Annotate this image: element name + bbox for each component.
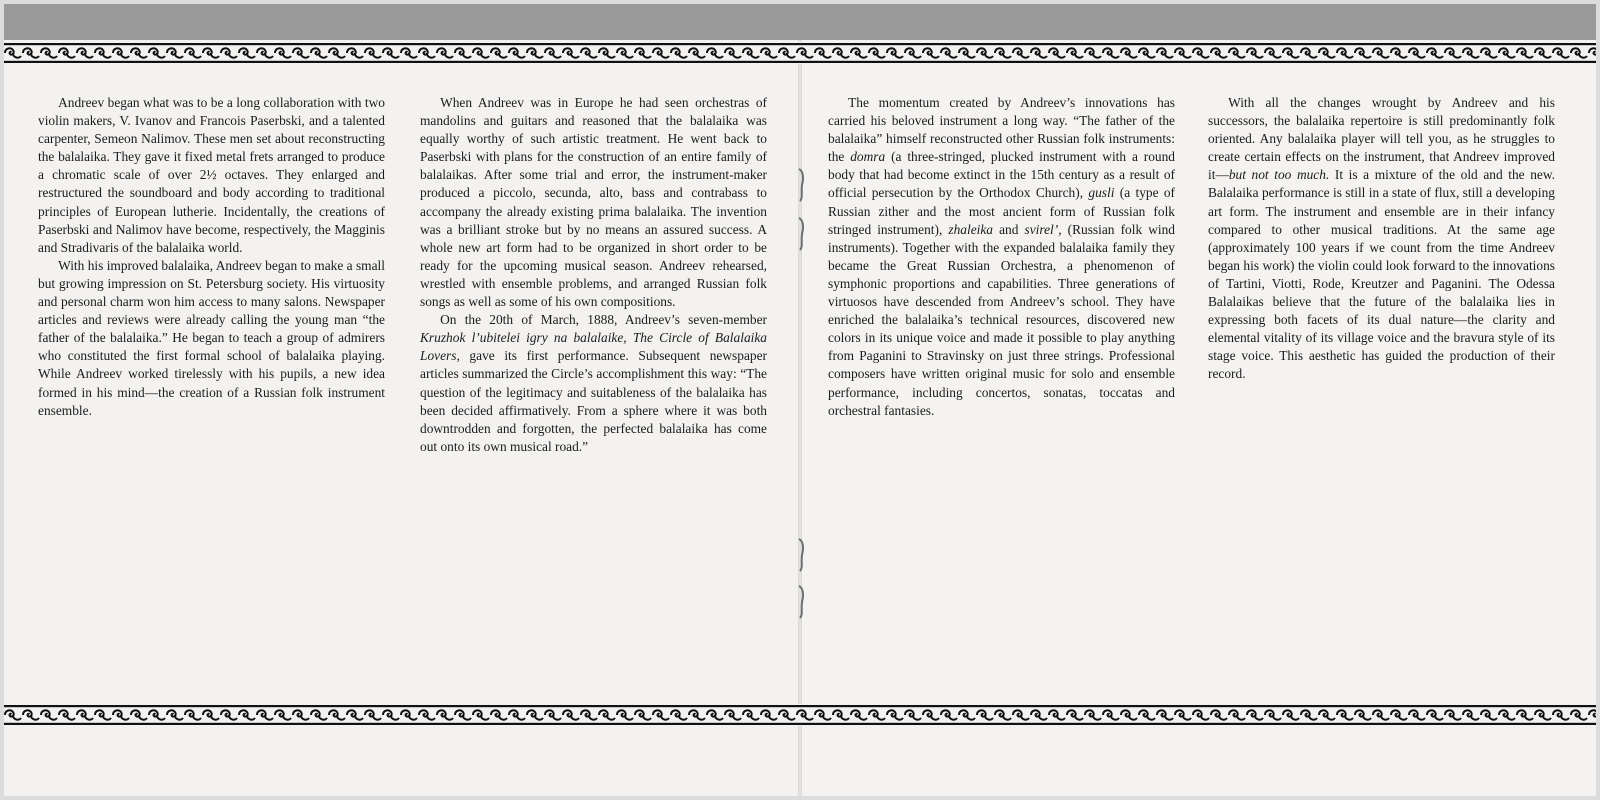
bottom-wave-border	[4, 704, 1596, 726]
text-run: The momentum created by Andreev’s innovations has carried his beloved instrument a long way. “The father of the balalaika” himself reconstructed other Russian folk instruments: the	[828, 95, 1175, 165]
paragraph	[420, 311, 767, 456]
ensemble-title: Kruzhok l’ubitelei igry na balalaike, The Circle of Balalaika Lovers,	[420, 330, 767, 364]
emphasis: but not too much.	[1228, 167, 1330, 183]
booklet-spread	[4, 4, 1596, 796]
text-run: (a type of Russian zither and the most ancient form of Russian folk stringed instrument),	[828, 185, 1175, 237]
text-run: gave its first performance. Subsequent newspaper articles summarized the Circle’s accomplishment this way: “The question of the legitimacy and suitableness of the balalaika has been decided affirmatively. From a sphere where it was both downtrodden and forgotten, the perfected balalaika has come out onto its own musical road.”	[420, 348, 767, 454]
term-domra: domra	[850, 149, 886, 165]
text-run: It is a mixture of the old and the new. Balalaika performance is still in a state of flux, still a developing art form. The instrument and ensemble are in their infancy compared to other musical traditions. At the same age (approximately 100 years if we count from the time Andreev began his work) the violin could look forward to the innovations of Tartini, Viotti, Rode, Kreutzer and Paganini. The Odessa Balalaikas believe that the future of the balalaika lies in expressing both facets of its dual nature—the clarity and elemental vitality of its village voice and the bravura style of its stage voice. This aesthetic has guided the production of their record.	[1208, 167, 1555, 382]
term-zhaleika: zhaleika	[948, 221, 993, 237]
term-svirel: svirel’,	[1024, 221, 1062, 237]
center-gutter	[798, 4, 802, 796]
text-column-2	[420, 94, 767, 456]
paragraph: Andreev began what was to be a long collaboration with two violin makers, V. Ivanov and Francois Paserbski, and a talented carpenter, Semeon Nalimov. These men set about reconstructing the balalaika. They gave it fixed metal frets arranged to produce a chromatic scale of over 2½ octaves. They enlarged and restructured the soundboard and body according to traditional principles of European lutherie. Incidentally, the creations of Paserbski and Nalimov have become, respectively, the Magginis and Stradivaris of the balalaika world.	[38, 95, 385, 255]
text-column-4	[1208, 94, 1555, 384]
paragraph	[1208, 94, 1555, 384]
staple	[796, 584, 806, 620]
staple	[796, 537, 806, 573]
bottom-wave-ornament	[4, 704, 1596, 726]
text-run: (Russian folk wind instruments). Together with the expanded balalaika family they became the Great Russian Orchestra, a phenomenon of symphonic proportions and capabilities. Three generations of virtuosos have descended from Andreev’s school. They have enriched the balalaika’s technical resources, discovered new colors in its unique voice and made it possible to play anything from Paganini to Stravinsky on just three strings. Professional composers have written original music for solo and ensemble performance, including concertos, sonatas, toccatas and orchestral fantasies.	[828, 221, 1176, 418]
top-wave-ornament	[4, 42, 1596, 64]
staple	[796, 167, 806, 203]
paragraph: When Andreev was in Europe he had seen orchestras of mandolins and guitars and reasoned that the balalaika was equally worthy of such artistic treatment. He went back to Paserbski with plans for the construction of an entire family of balalaikas. After some trial and error, the instrument-maker produced a piccolo, secunda, alto, bass and contrabass to accompany the already existing prima balalaika. The invention was a brilliant stroke but by no means an assured success. A whole new art form had to be organized in short order to be ready for the upcoming musical season. Andreev rehearsed, wrestled with ensemble problems, and arranged Russian folk songs as well as some of his own compositions.	[420, 95, 767, 310]
text-run: On the 20th of March, 1888, Andreev’s seven-member	[440, 312, 767, 328]
term-gusli: gusli	[1088, 185, 1115, 201]
text-column-1	[38, 94, 385, 420]
top-wave-border	[4, 42, 1596, 64]
text-run: With all the changes wrought by Andreev and his successors, the balalaika repertoire is still predominantly folk oriented. Any balalaika player will tell you, as he struggles to create certain effects on the instrument, that Andreev improved it—	[1208, 95, 1555, 183]
top-gray-band	[4, 4, 1596, 40]
text-run: (a three-stringed, plucked instrument with a round body that had become extinct in the 15th century as a result of official persecution by the Orthodox Church),	[828, 149, 1175, 201]
staple	[796, 216, 806, 252]
paragraph	[828, 94, 1175, 420]
text-run: and	[993, 221, 1025, 237]
text-column-3	[828, 94, 1175, 420]
paragraph: With his improved balalaika, Andreev began to make a small but growing impression on St. Petersburg society. His virtuosity and personal charm won him access to many salons. Newspaper articles and reviews were already calling the young man “the father of the balalaika.” He began to teach a group of admirers who constituted the first formal school of balalaika playing. While Andreev worked tirelessly with his pupils, a new idea formed in his mind—the creation of a Russian folk instrument ensemble.	[38, 257, 385, 418]
